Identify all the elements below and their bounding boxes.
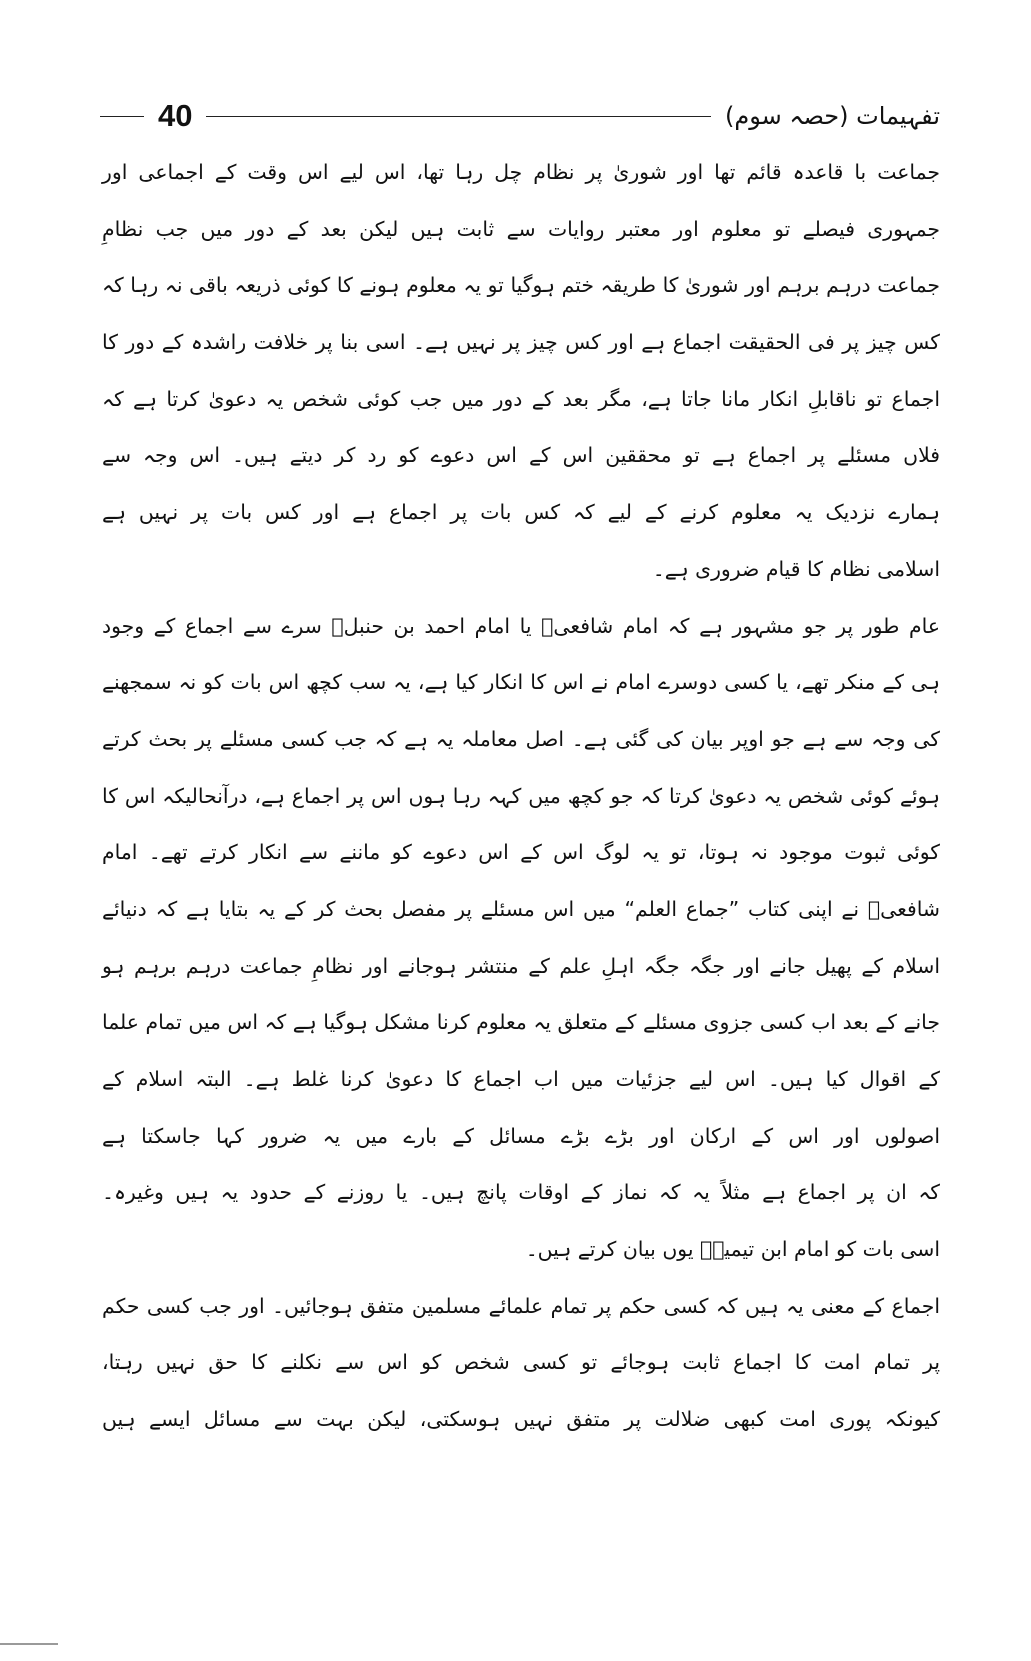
header-dash	[100, 116, 144, 117]
running-header	[100, 96, 940, 136]
text-line: اسلام کے پھیل جانے اور جگہ جگہ اہلِ علم کے منتشر ہوجانے اور نظامِ جماعت درہم برہم ہو	[102, 953, 940, 978]
text-line: فلاں مسئلے پر اجماع ہے تو محققین اس کے اس دعوے کو رد کر دیتے ہیں۔ اس وجہ سے	[102, 443, 940, 468]
text-line: جمہوری فیصلے تو معلوم اور معتبر روایات سے ثابت ہیں لیکن بعد کے دور میں جب نظامِ	[102, 216, 940, 241]
text-line: اجماع کے معنی یہ ہیں کہ کسی حکم پر تمام علمائے مسلمین متفق ہوجائیں۔ اور جب کسی حکم	[102, 1293, 940, 1318]
text-line: ہی کے منکر تھے، یا کسی دوسرے امام نے اس کا انکار کیا ہے، یہ سب کچھ اس بات کو نہ سمجھنے	[102, 670, 940, 695]
text-line: پر تمام امت کا اجماع ثابت ہوجائے تو کسی شخص کو اس سے نکلنے کا حق نہیں رہتا،	[102, 1350, 940, 1375]
scan-edge-mark	[0, 1643, 58, 1645]
header-rule	[206, 116, 711, 117]
text-line: کے اقوال کیا ہیں۔ اس لیے جزئیات میں اب اجماع کا دعویٰ کرنا غلط ہے۔ البتہ اسلام کے	[102, 1067, 940, 1091]
text-line: شافعیؒ نے اپنی کتاب ”جماع العلم“ میں اس مسئلے پر مفصل بحث کر کے یہ بتایا ہے کہ دنیائے	[102, 896, 940, 921]
paragraph	[100, 598, 940, 1278]
text-line: اسی بات کو امام ابن تیمیہؒ یوں بیان کرتے ہیں۔	[525, 1237, 940, 1262]
text-line: اسلامی نظام کا قیام ضروری ہے۔	[652, 556, 940, 581]
text-line: اجماع تو ناقابلِ انکار مانا جاتا ہے، مگر بعد کے دور میں جب کوئی شخص یہ دعویٰ کرتا ہے کہ	[102, 386, 940, 411]
text-line: جانے کے بعد اب کسی جزوی مسئلے کے متعلق یہ معلوم کرنا مشکل ہوگیا ہے کہ اس میں تمام علما	[102, 1010, 940, 1035]
text-line: کی وجہ سے ہے جو اوپر بیان کی گئی ہے۔ اصل معاملہ یہ ہے کہ جب کسی مسئلے پر بحث کرتے	[102, 726, 940, 751]
text-line: ہوئے کوئی شخص یہ دعویٰ کرتا کہ جو کچھ میں کہہ رہا ہوں اس پر اجماع ہے، درآنحالیکہ اس کا	[102, 783, 940, 808]
text-line: کیونکہ پوری امت کبھی ضلالت پر متفق نہیں ہوسکتی، لیکن بہت سے مسائل ایسے ہیں	[102, 1407, 940, 1432]
body-text	[100, 144, 940, 1448]
text-line: عام طور پر جو مشہور ہے کہ امام شافعیؒ یا امام احمد بن حنبلؒ سرے سے اجماع کے وجود	[102, 613, 940, 638]
book-title: تفہیمات (حصہ سوم)	[725, 102, 940, 130]
text-line: اصولوں اور اس کے ارکان اور بڑے بڑے مسائل کے بارے میں یہ ضرور کہا جاسکتا ہے	[102, 1123, 940, 1148]
text-line: کوئی ثبوت موجود نہ ہوتا، تو یہ لوگ اس کے اس دعوے کو ماننے سے انکار کرتے تھے۔ امام	[102, 840, 940, 865]
text-line: کس چیز پر فی الحقیقت اجماع ہے اور کس چیز پر نہیں ہے۔ اسی بنا پر خلافت راشدہ کے دور کا	[102, 330, 940, 355]
text-line: کہ ان پر اجماع ہے مثلاً یہ کہ نماز کے اوقات پانچ ہیں۔ یا روزنے کے حدود یہ ہیں وغیرہ۔	[102, 1180, 940, 1205]
text-line: جماعت درہم برہم اور شوریٰ کا طریقہ ختم ہوگیا تو یہ معلوم ہونے کا کوئی ذریعہ باقی نہ رہا کہ	[102, 273, 940, 298]
text-line: ہمارے نزدیک یہ معلوم کرنے کے لیے کہ کس بات پر اجماع ہے اور کس بات پر نہیں ہے	[102, 500, 940, 525]
paragraph	[100, 144, 940, 598]
text-line: جماعت با قاعدہ قائم تھا اور شوریٰ پر نظام چل رہا تھا، اس لیے اس وقت کے اجماعی اور	[102, 160, 940, 184]
page-number: 40	[158, 98, 193, 133]
quotation-paragraph	[100, 1278, 940, 1448]
